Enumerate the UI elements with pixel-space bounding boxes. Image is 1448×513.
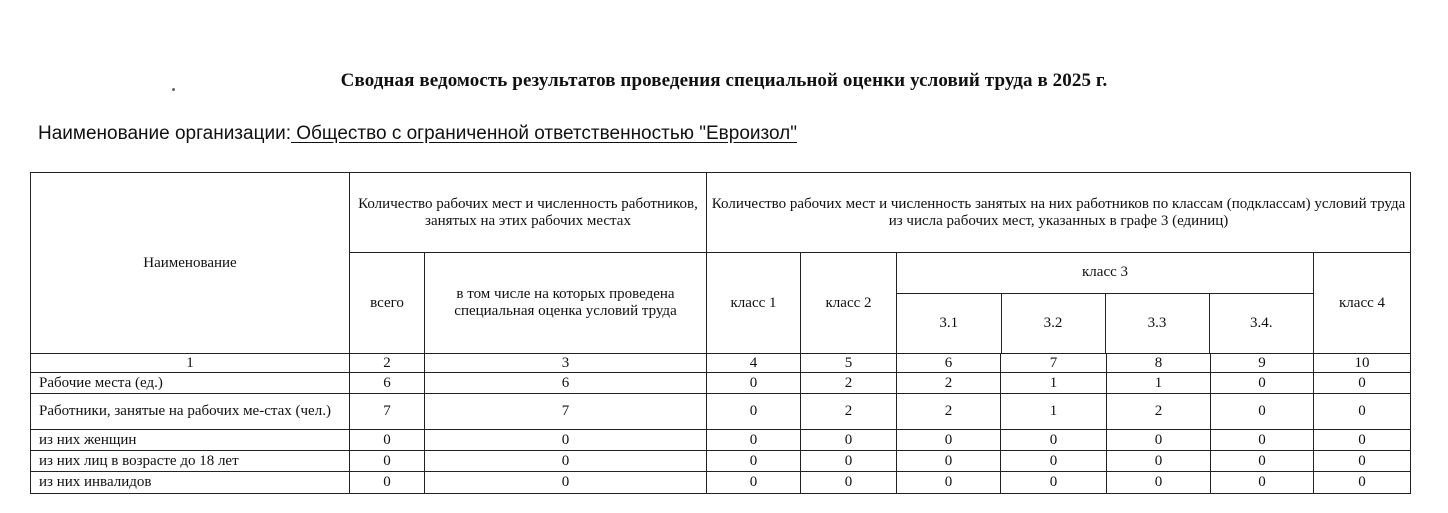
col-number: 1: [31, 354, 350, 373]
col-number: 7: [1001, 354, 1107, 373]
cell-value: 2: [897, 373, 1001, 394]
cell-value: 0: [801, 430, 897, 451]
cell-value: 0: [707, 451, 801, 472]
header-class4: класс 4: [1314, 253, 1411, 354]
cell-value: 0: [1001, 472, 1107, 494]
table-row: [31, 394, 1411, 430]
table-row: [31, 430, 1411, 451]
row-name: Рабочие места (ед.): [31, 373, 350, 394]
header-class2: класс 2: [801, 253, 897, 354]
cell-value: 2: [801, 394, 897, 430]
header-workplaces-group: Количество рабочих мест и численность работников, занятых на этих рабочих местах: [350, 173, 707, 253]
cell-value: 7: [425, 394, 707, 430]
col-number: 6: [897, 354, 1001, 373]
col-number: 8: [1107, 354, 1211, 373]
col-number: 2: [350, 354, 425, 373]
cell-value: 0: [1314, 430, 1411, 451]
cell-value: 0: [707, 373, 801, 394]
col-number: 3: [425, 354, 707, 373]
table-row: [31, 451, 1411, 472]
table-row: [31, 472, 1411, 494]
header-class3: класс 3: [897, 253, 1313, 293]
cell-value: 0: [707, 472, 801, 494]
class3-subtable: [897, 253, 1313, 353]
cell-value: 1: [1107, 373, 1211, 394]
header-name: Наименование: [31, 173, 350, 354]
cell-value: 2: [897, 394, 1001, 430]
cell-value: 0: [1211, 472, 1314, 494]
cell-value: 0: [350, 472, 425, 494]
cell-value: 2: [1107, 394, 1211, 430]
document-title: Сводная ведомость результатов проведения специальной оценки условий труда в 2025 г.: [340, 70, 1108, 91]
cell-value: 0: [1211, 394, 1314, 430]
cell-value: 0: [897, 430, 1001, 451]
organization-name: Общество с ограниченной ответственностью "Евроизол": [290, 123, 797, 144]
cell-value: 0: [350, 451, 425, 472]
cell-value: 0: [1107, 430, 1211, 451]
organization-line: [38, 123, 797, 145]
cell-value: 0: [897, 451, 1001, 472]
row-name: из них лиц в возрасте до 18 лет: [31, 451, 350, 472]
col-number: 9: [1211, 354, 1314, 373]
header-sub33: 3.3: [1105, 293, 1209, 353]
header-assessed: в том числе на которых проведена специальная оценка условий труда: [425, 253, 707, 354]
cell-value: 7: [350, 394, 425, 430]
cell-value: 0: [1107, 451, 1211, 472]
cell-value: 0: [350, 430, 425, 451]
header-sub31: 3.1: [897, 293, 1001, 353]
header-class1: класс 1: [707, 253, 801, 354]
col-number: 5: [801, 354, 897, 373]
cell-value: 0: [1001, 451, 1107, 472]
row-name: из них инвалидов: [31, 472, 350, 494]
cell-value: 1: [1001, 373, 1107, 394]
cell-value: 0: [707, 430, 801, 451]
col-number: 10: [1314, 354, 1411, 373]
cell-value: 6: [425, 373, 707, 394]
header-sub34: 3.4.: [1250, 314, 1273, 331]
header-classes-group: Количество рабочих мест и численность занятых на них работников по классам (подклассам) условий труда из числа рабочих мест, указанных в графе 3 (единиц): [707, 173, 1411, 253]
cell-value: 0: [801, 472, 897, 494]
row-name: Работники, занятые на рабочих ме-стах (чел.): [31, 394, 350, 430]
cell-value: 0: [1314, 394, 1411, 430]
cell-value: 6: [350, 373, 425, 394]
cell-value: 0: [1314, 451, 1411, 472]
cell-value: 0: [1211, 430, 1314, 451]
cell-value: 0: [801, 451, 897, 472]
table-row: [31, 373, 1411, 394]
cell-value: 0: [1107, 472, 1211, 494]
scan-speck: [172, 88, 175, 91]
cell-value: 0: [1211, 373, 1314, 394]
cell-value: 0: [425, 430, 707, 451]
cell-value: 0: [425, 472, 707, 494]
cell-value: 0: [1314, 472, 1411, 494]
cell-value: 0: [425, 451, 707, 472]
organization-label: Наименование организации:: [38, 123, 291, 144]
col-number: 4: [707, 354, 801, 373]
cell-value: 0: [707, 394, 801, 430]
cell-value: 0: [897, 472, 1001, 494]
results-table: [30, 172, 1411, 494]
cell-value: 1: [1001, 394, 1107, 430]
cell-value: 0: [1211, 451, 1314, 472]
row-name: из них женщин: [31, 430, 350, 451]
cell-value: 2: [801, 373, 897, 394]
cell-value: 0: [1001, 430, 1107, 451]
header-total: всего: [350, 253, 425, 354]
cell-value: 0: [1314, 373, 1411, 394]
header-sub32: 3.2: [1001, 293, 1105, 353]
column-numbers-row: [31, 354, 1411, 373]
